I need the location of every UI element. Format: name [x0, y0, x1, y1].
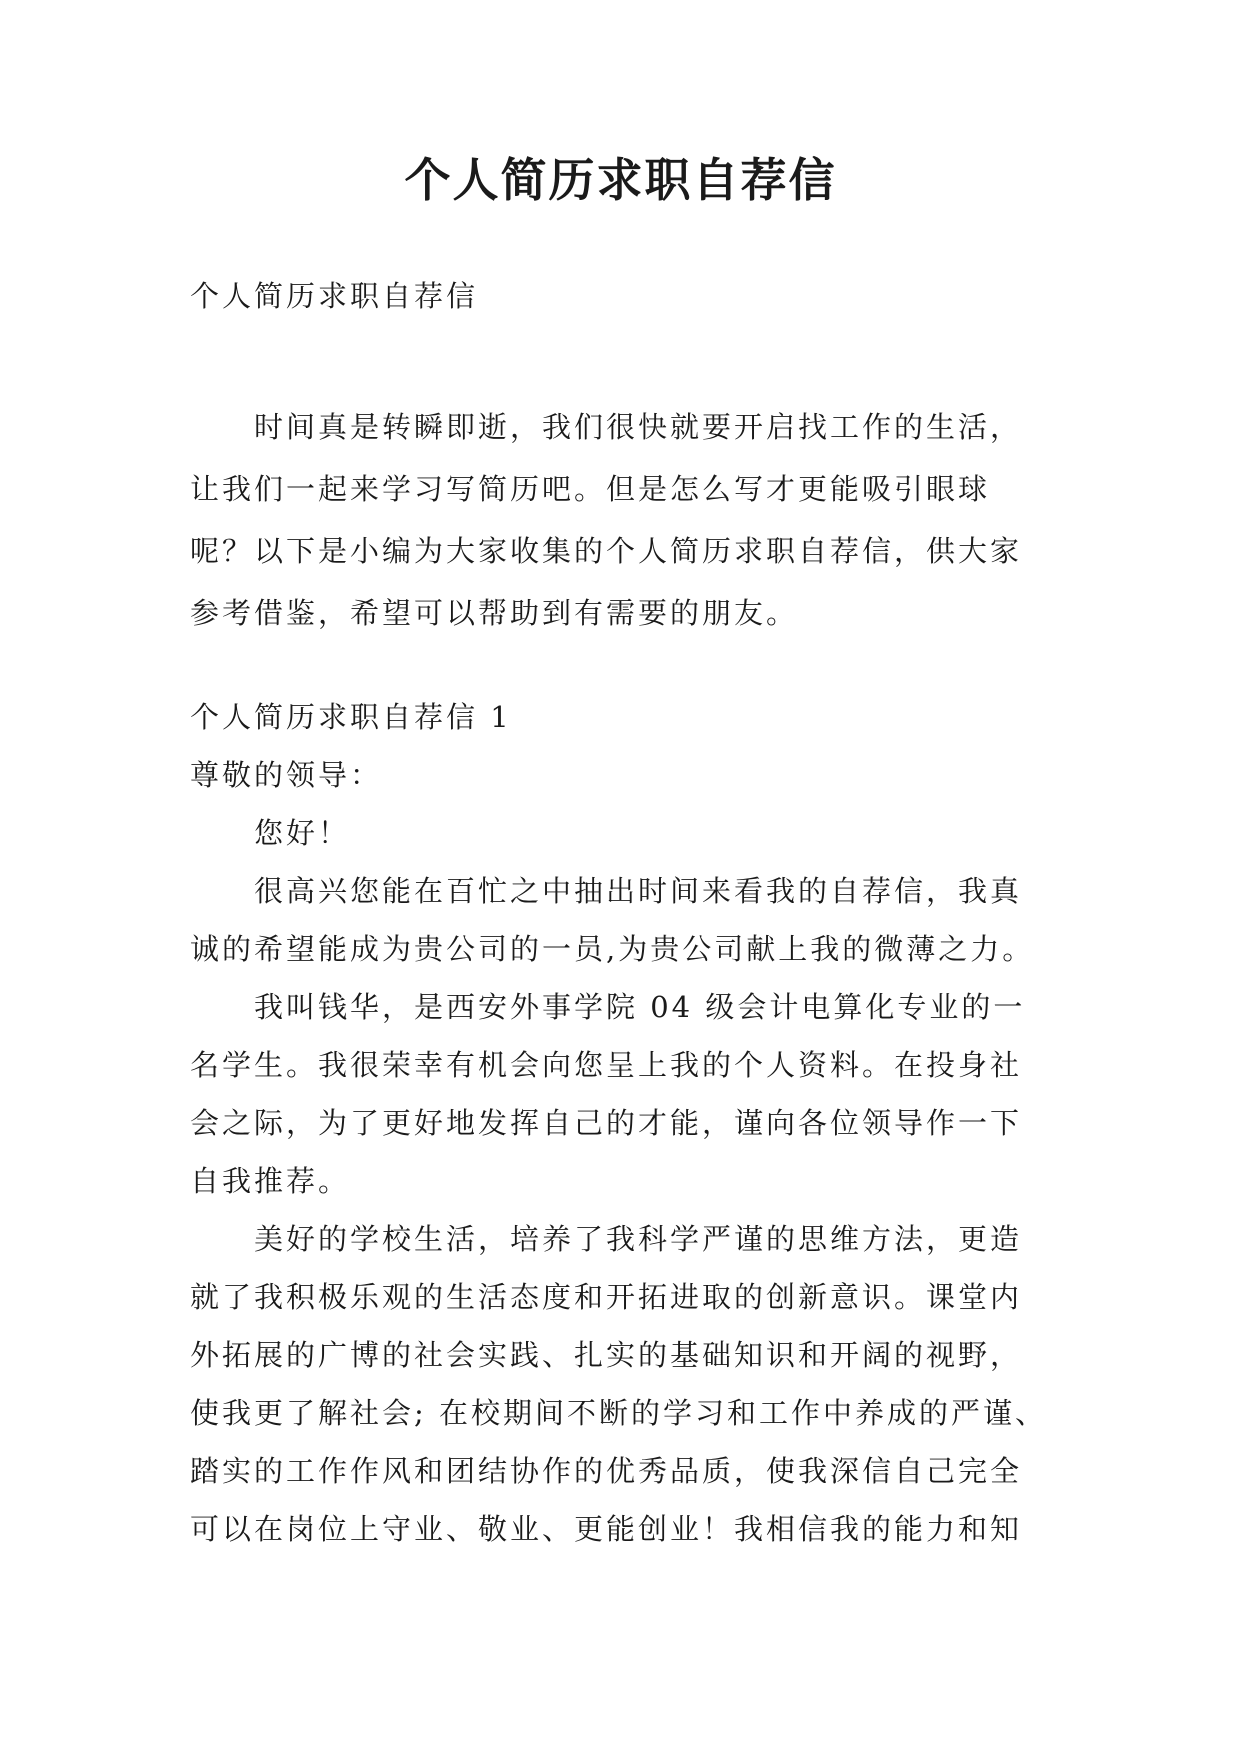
document-subtitle-block: [190, 265, 1070, 327]
paragraph-line: 参考借鉴，希望可以帮助到有需要的朋友。: [190, 596, 799, 630]
greeting: 您好！: [254, 816, 351, 850]
paragraph-line: 诚的希望能成为贵公司的一员,为贵公司献上我的微薄之力。: [190, 932, 1035, 966]
paragraph-line: 让我们一起来学习写简历吧。但是怎么写才更能吸引眼球: [190, 472, 991, 506]
paragraph-line: 使我更了解社会; 在校期间不断的学习和工作中养成的严谨、: [190, 1396, 1047, 1430]
paragraph-line: 呢？以下是小编为大家收集的个人简历求职自荐信，供大家: [190, 534, 1023, 568]
paragraph-line: 外拓展的广博的社会实践、扎实的基础知识和开阔的视野，: [190, 1338, 1023, 1372]
section-heading: 个人简历求职自荐信 1: [190, 700, 512, 734]
paragraph-line: 很高兴您能在百忙之中抽出时间来看我的自荐信，我真: [254, 874, 1023, 908]
document-subtitle: 个人简历求职自荐信: [190, 279, 479, 313]
intro-paragraph: [190, 396, 1070, 644]
paragraph-line: 可以在岗位上守业、敬业、更能创业！我相信我的能力和知: [190, 1512, 1023, 1546]
document-title: 个人简历求职自荐信: [404, 153, 837, 207]
paragraph-line: 时间真是转瞬即逝，我们很快就要开启找工作的生活，: [254, 410, 1023, 444]
paragraph-line: 自我推荐。: [190, 1164, 351, 1198]
paragraph-line: 名学生。我很荣幸有机会向您呈上我的个人资料。在投身社: [190, 1048, 1023, 1082]
paragraph-line: 就了我积极乐观的生活态度和开拓进取的创新意识。课堂内: [190, 1280, 1023, 1314]
paragraph-line: 踏实的工作作风和团结协作的优秀品质，使我深信自己完全: [190, 1454, 1023, 1488]
salutation: 尊敬的领导：: [190, 758, 383, 792]
paragraph-line: 美好的学校生活，培养了我科学严谨的思维方法，更造: [254, 1222, 1023, 1256]
paragraph-line: 我叫钱华，是西安外事学院 04 级会计电算化专业的一: [254, 990, 1026, 1024]
paragraph-line: 会之际，为了更好地发挥自己的才能，谨向各位领导作一下: [190, 1106, 1023, 1140]
letter-body: [190, 688, 1070, 1558]
